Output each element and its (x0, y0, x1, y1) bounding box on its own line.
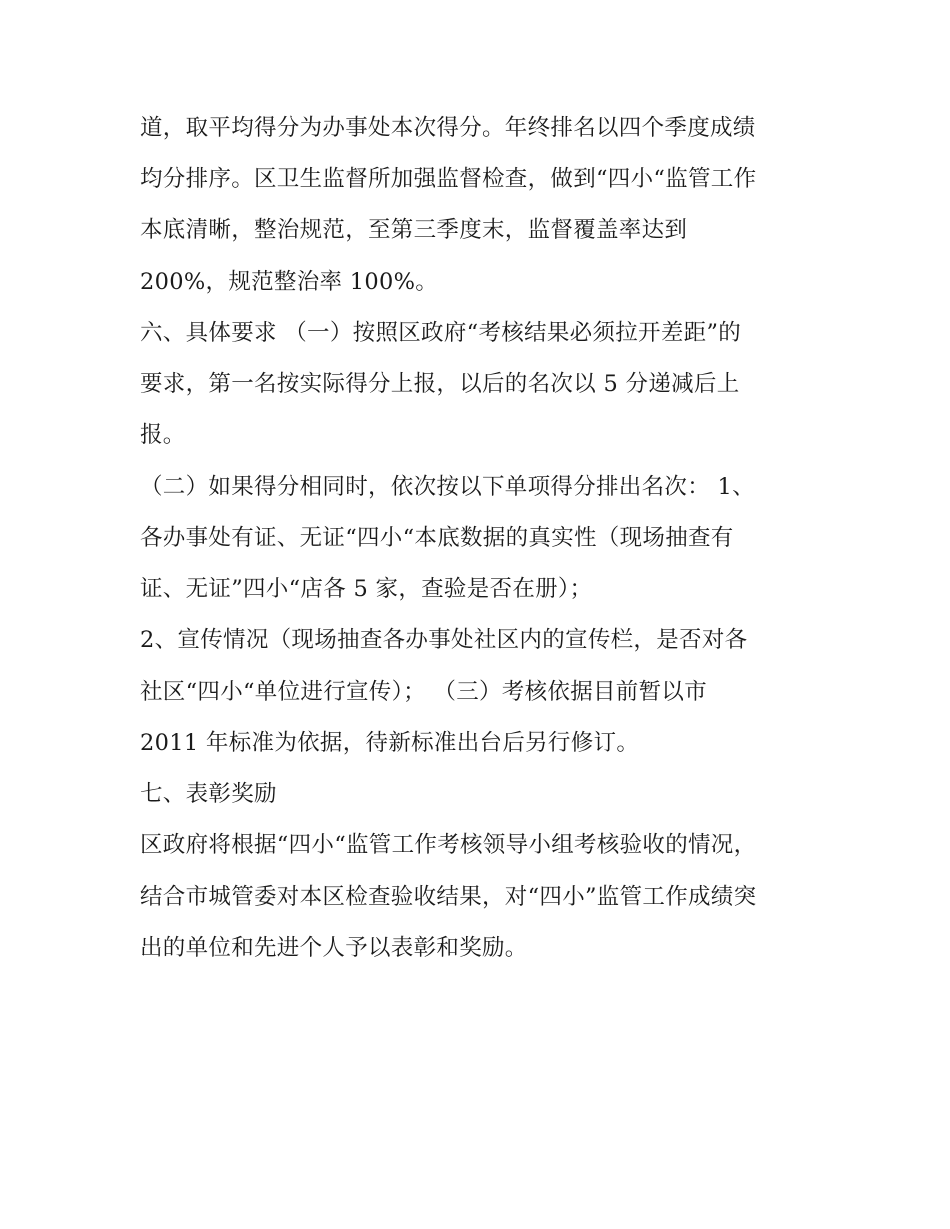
text-line: 200%，规范整治率 100%。 (140, 269, 439, 295)
text-line: 道，取平均得分为办事处本次得分。年终排名以四个季度成绩 (140, 115, 756, 141)
text-line: 结合市城管委对本区检查验收结果，对“四小”监管工作成绩突 (140, 884, 757, 910)
text-line: 区政府将根据“四小“监管工作考核领导小组考核验收的情况， (140, 832, 757, 858)
text-line: 证、无证”四小“店各 5 家，查验是否在册）； (140, 576, 593, 602)
text-line: 各办事处有证、无证“四小“本底数据的真实性（现场抽查有 (140, 525, 734, 551)
text-line: 2、宣传情况（现场抽查各办事处社区内的宣传栏，是否对各 (140, 627, 748, 653)
text-line: 社区“四小“单位进行宣传）； （三）考核依据目前暂以市 (140, 679, 708, 705)
text-line: 报。 (140, 422, 186, 448)
text-line: 均分排序。区卫生监督所加强监督检查，做到“四小“监管工作 (140, 166, 757, 192)
section-heading-awards: 七、表彰奖励 (140, 781, 277, 807)
text-line: 出的单位和先进个人予以表彰和奖励。 (140, 935, 528, 961)
text-line: 2011 年标准为依据，待新标准出台后另行修订。 (140, 730, 640, 756)
section-heading-requirements: 六、具体要求 （一）按照区政府“考核结果必须拉开差距”的 (140, 320, 742, 346)
text-line: （二）如果得分相同时，依次按以下单项得分排出名次： 1、 (140, 474, 755, 500)
text-line: 要求，第一名按实际得分上报，以后的名次以 5 分递减后上 (140, 371, 740, 397)
text-line: 本底清晰，整治规范，至第三季度末，监督覆盖率达到 (140, 217, 688, 243)
